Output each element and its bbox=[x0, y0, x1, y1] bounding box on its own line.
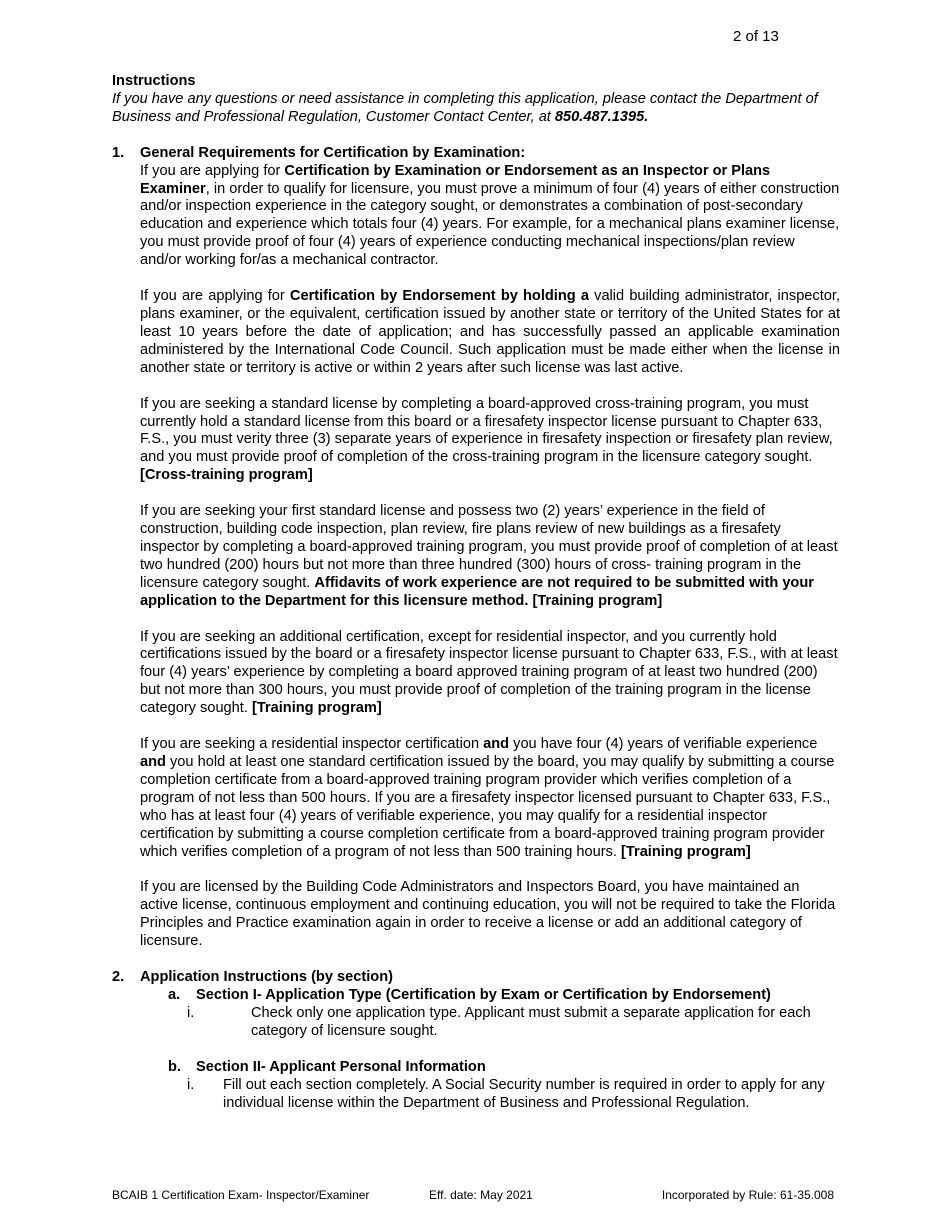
section-1-number: 1. bbox=[112, 144, 125, 161]
subsection-a-item bbox=[112, 1005, 840, 1041]
p6-text-c: you have four (4) years of verifiable experience bbox=[509, 736, 818, 753]
section-2-number: 2. bbox=[112, 969, 125, 986]
subsection-b-heading bbox=[168, 1059, 840, 1077]
subsection-b-item-number: i. bbox=[187, 1076, 195, 1093]
subsection-a-title: Section I- Application Type (Certification by Exam or Certification by Endorsement) bbox=[196, 986, 771, 1003]
p2-text-c: valid building administrator, inspector, plans examiner, or the equivalent, certification issued by another state or territory of the United States for at least 10 years before the date of application; and has successfully passed an applicable examination administered by the International Code Council. Such application must be made either when the license in another state or territory is active or within 2 years after such license was last active. bbox=[140, 288, 841, 376]
p3-text-a: If you are seeking a standard license by completing a board-approved cross-training program, you must currently hold a standard license from this board or a firesafety inspector license pursuant to Chapter 633, F.S., you must verity three (3) separate years of experience in firesafety inspection or firesafety plan review, and you must provide proof of completion of the cross-training program in the licensure category sought. bbox=[140, 395, 833, 466]
p1-text-c: , in order to qualify for licensure, you must prove a minimum of four (4) years of either construction and/or inspection experience in the category sought, or demonstrates a combination of post-secondary education and experience which totals four (4) years. For example, for a mechanical plans examiner license, you must provide proof of four (4) years of experience conducting mechanical inspections/plan review and/or working for/as a mechanical contractor. bbox=[140, 180, 840, 269]
p5-text-a: If you are seeking an additional certification, except for residential inspector, and you currently hold certifications issued by the board or a firesafety inspector license pursuant to Chapter 633, F.S., with at least four (4) years’ experience by completing a board approved training program of at least two hundred (200) but not more than 300 hours, you must provide proof of completion of the training program in the license category sought. bbox=[140, 628, 838, 717]
subsection-a-item-text: Check only one application type. Applicant must submit a separate application for each category of licensure sought. bbox=[251, 1004, 811, 1039]
p6-text-b: and bbox=[483, 736, 510, 753]
subsection-a-item-number: i. bbox=[187, 1004, 195, 1021]
instructions-heading: Instructions bbox=[112, 73, 196, 89]
p5-text-b: [Training program] bbox=[251, 700, 382, 717]
p2-text-b: Certification by Endorsement by holding a bbox=[289, 288, 589, 305]
contact-phone: 850.487.1395. bbox=[554, 108, 649, 125]
section-1-heading bbox=[112, 145, 840, 163]
document-body bbox=[112, 73, 840, 1112]
p3-text-b: [Cross-training program] bbox=[140, 467, 313, 484]
intro-text: If you have any questions or need assistance in completing this application, please contact the Department of Business and Professional Regulation, Customer Contact Center, at bbox=[112, 90, 818, 125]
subsection-a-number: a. bbox=[168, 986, 181, 1003]
p6-text-e: you hold at least one standard certification issued by the board, you may qualify by submitting a course completion certificate from a board-approved training program provider which verifies completion of a program of not less than 500 hours. If you are a firesafety inspector licensed pursuant to Chapter 633, F.S., who has at least four (4) years of verifiable experience, you may qualify for a residential inspector certification by submitting a course completion certificate from a board-approved training program provider which verifies completion of a program of not less than 500 training hours. bbox=[140, 754, 835, 860]
p1-text-b: Certification by Examination or Endorsement as an Inspector or Plans Examiner bbox=[140, 162, 771, 197]
paragraph-cross-training bbox=[140, 396, 840, 486]
subsection-b-item bbox=[112, 1077, 840, 1113]
paragraph-additional-certification bbox=[140, 629, 840, 719]
subsection-b-title: Section II- Applicant Personal Information bbox=[196, 1058, 486, 1075]
paragraph-endorsement-holding bbox=[140, 288, 840, 378]
paragraph-licensed-bcaib: If you are licensed by the Building Code Administrators and Inspectors Board, you have maintained an active license, continuous employment and continuing education, you will not be required to take the Florida Principles and Practice examination again in order to receive a license or add an additional category of licensure. bbox=[140, 879, 836, 950]
section-2-heading bbox=[112, 969, 840, 987]
subsection-a-heading bbox=[168, 987, 840, 1005]
paragraph-residential-inspector bbox=[140, 736, 840, 861]
p4-text-a: If you are seeking your first standard license and possess two (2) years’ experience in the field of construction, building code inspection, plan review, fire plans review of new buildings as a firesafety inspector by completing a board-approved training program, you must provide proof of completion of at least two hundred (200) hours but not more than three hundred (300) hours of cross- training program in the licensure category sought. bbox=[140, 503, 838, 591]
page-number: 2 of 13 bbox=[733, 28, 779, 45]
p6-text-d: and bbox=[140, 754, 166, 770]
paragraph-first-standard-license bbox=[140, 503, 840, 610]
p6-text-a: If you are seeking a residential inspector certification bbox=[140, 736, 484, 753]
p1-text-a: If you are applying for bbox=[140, 162, 285, 179]
section-1-title: General Requirements for Certification by Examination: bbox=[140, 144, 526, 161]
section-2-title: Application Instructions (by section) bbox=[140, 969, 393, 986]
p4-text-b: Affidavits of work experience are not required to be submitted with your application to the Department for this licensure method. [Training program] bbox=[140, 574, 814, 609]
subsection-b-item-text: Fill out each section completely. A Social Security number is required in order to apply for any individual license within the Department of Business and Professional Regulation. bbox=[223, 1076, 825, 1111]
footer-form-name: BCAIB 1 Certification Exam- Inspector/Examiner bbox=[112, 1188, 370, 1202]
paragraph-exam-endorsement bbox=[140, 163, 840, 270]
footer-rule: Incorporated by Rule: 61-35.008 bbox=[661, 1188, 834, 1202]
instructions-intro bbox=[112, 91, 840, 127]
p6-text-f: [Training program] bbox=[621, 843, 751, 860]
p2-text-a: If you are applying for bbox=[140, 288, 290, 305]
subsection-b-number: b. bbox=[168, 1058, 181, 1075]
footer-eff-date: Eff. date: May 2021 bbox=[429, 1188, 533, 1202]
